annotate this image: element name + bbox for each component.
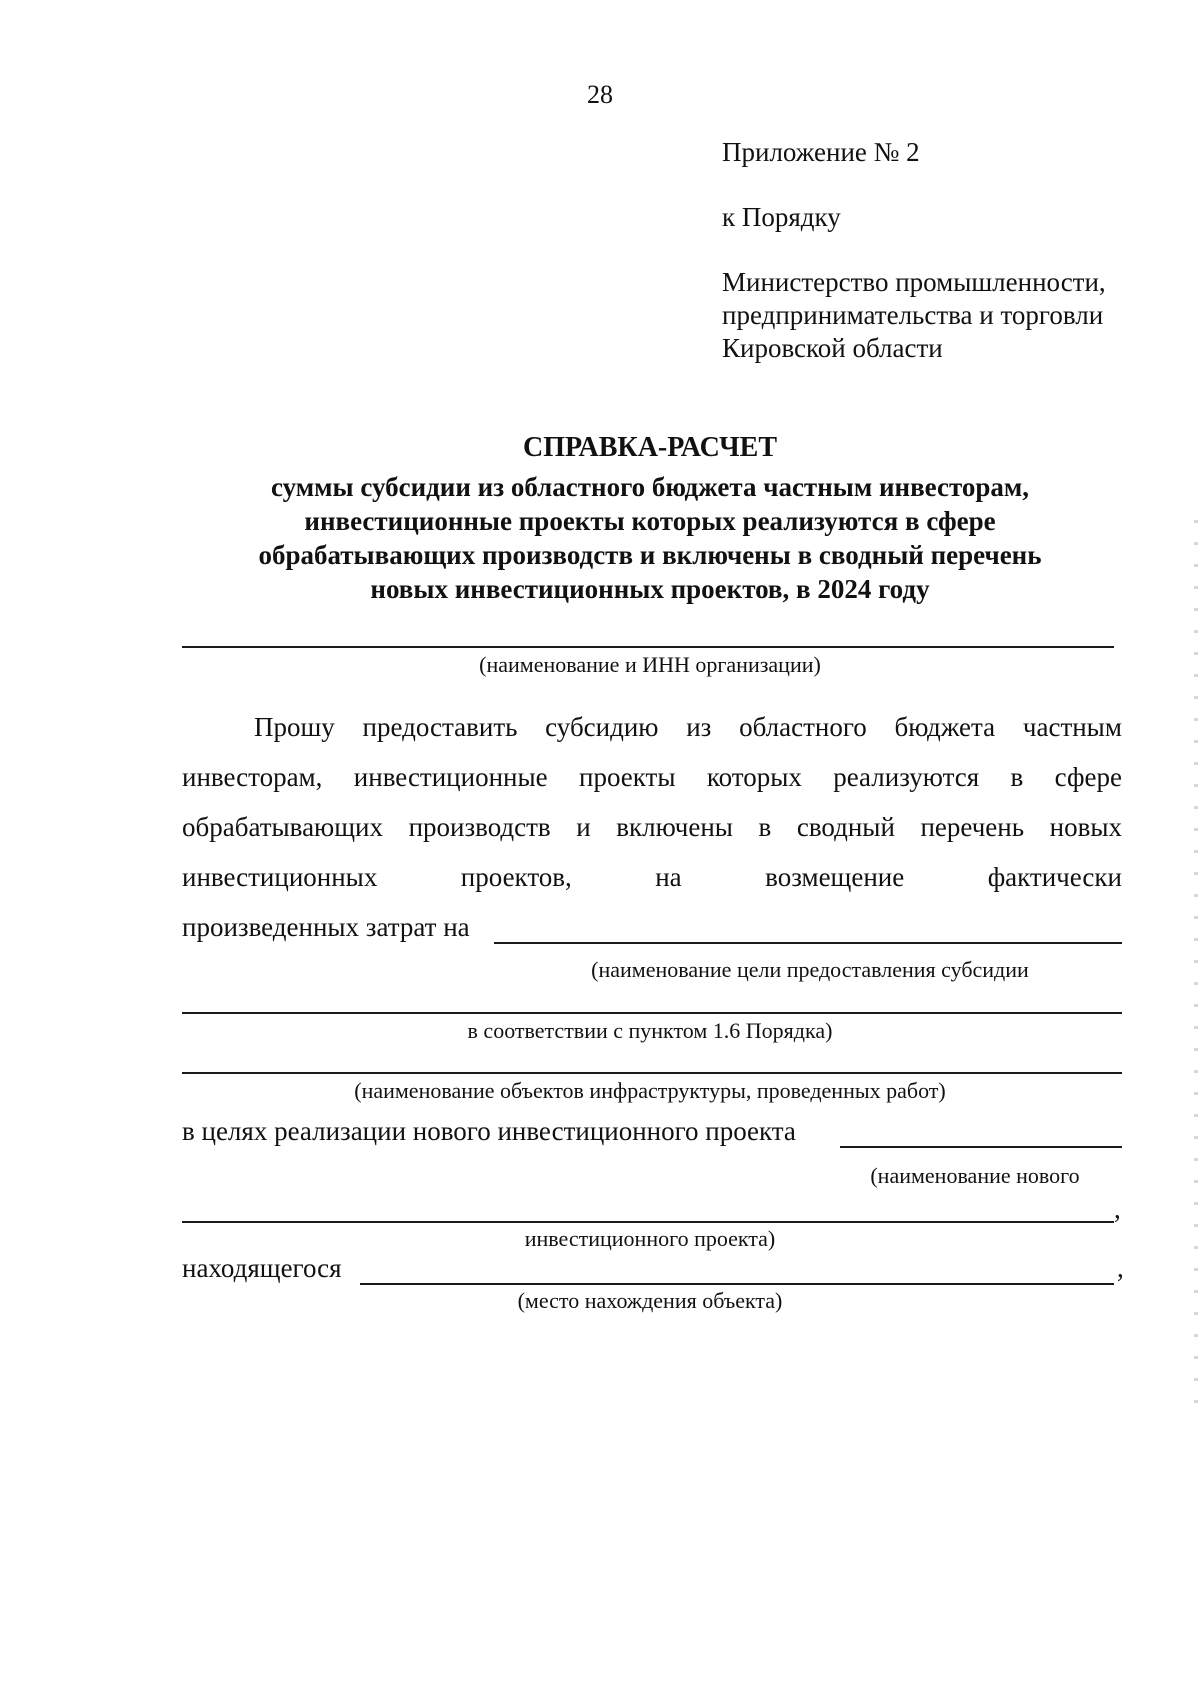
location-field-line[interactable] — [360, 1283, 1114, 1285]
word: и — [576, 812, 591, 842]
word: в — [758, 812, 772, 842]
word: инвестиционных — [182, 862, 378, 892]
subtitle-line-2: инвестиционные проекты которых реализуются в сфере — [304, 506, 996, 536]
word: инвестиционные — [353, 762, 548, 792]
word: которых — [706, 762, 802, 792]
word: обрабатывающих — [182, 812, 383, 842]
word: сфере — [1054, 762, 1122, 792]
objects-caption: (наименование объектов инфраструктуры, проведенных работ) — [354, 1078, 946, 1103]
body-line-4 — [182, 862, 1122, 893]
located-prefix-text: находящегося — [182, 1253, 342, 1283]
purpose-continuation-line[interactable] — [182, 1012, 1122, 1014]
recipient-line-1: Министерство промышленности, — [722, 267, 1106, 297]
word: субсидию — [545, 712, 659, 742]
subtitle-line-4: новых инвестиционных проектов, в 2024 году — [370, 574, 930, 604]
body-line-1 — [254, 712, 1122, 743]
project-name-field-line[interactable] — [840, 1146, 1122, 1148]
purpose-caption-continuation: в соответствии с пунктом 1.6 Порядка) — [467, 1018, 833, 1043]
subtitle-line-3: обрабатывающих производств и включены в сводный перечень — [258, 540, 1042, 570]
word: проекты — [579, 762, 676, 792]
word: Прошу — [254, 712, 335, 742]
project-prefix-text: в целях реализации нового инвестиционного проекта — [182, 1116, 796, 1146]
word: проектов, — [460, 862, 572, 892]
body-line-3 — [182, 812, 1122, 843]
body-line-2 — [182, 762, 1122, 793]
word: новых — [1049, 812, 1122, 842]
project-comma: , — [1114, 1194, 1121, 1224]
word: инвесторам, — [182, 762, 323, 792]
word: из — [686, 712, 712, 742]
word: включены — [616, 812, 733, 842]
scan-edge-marks — [1194, 520, 1198, 1420]
word: предоставить — [362, 712, 518, 742]
word: перечень — [920, 812, 1025, 842]
document-title: СПРАВКА-РАСЧЕТ — [522, 432, 778, 463]
project-name-caption-continuation: инвестиционного проекта) — [524, 1226, 776, 1251]
appendix-reference: к Порядку — [722, 202, 841, 232]
purpose-caption: (наименование цели предоставления субсидии — [591, 957, 1029, 982]
appendix-number: Приложение № 2 — [722, 137, 920, 167]
word: бюджета — [894, 712, 996, 742]
word: производств — [408, 812, 551, 842]
project-name-caption: (наименование нового — [870, 1163, 1080, 1188]
word: фактически — [987, 862, 1122, 892]
objects-field-line[interactable] — [182, 1072, 1122, 1074]
page-number: 28 — [587, 80, 613, 109]
word: областного — [739, 712, 867, 742]
recipient-line-2: предпринимательства и торговли — [722, 300, 1104, 330]
purpose-field-line[interactable] — [494, 942, 1122, 944]
location-caption: (место нахождения объекта) — [517, 1288, 783, 1313]
subtitle-line-1: суммы субсидии из областного бюджета частным инвесторам, — [270, 472, 1030, 502]
word: реализуются — [833, 762, 980, 792]
location-comma: , — [1117, 1253, 1124, 1283]
org-name-field-line[interactable] — [182, 646, 1114, 648]
body-line-5: произведенных затрат на — [182, 912, 470, 942]
recipient-line-3: Кировской области — [722, 333, 943, 363]
word: сводный — [796, 812, 895, 842]
word: на — [655, 862, 682, 892]
word: частным — [1022, 712, 1122, 742]
word: в — [1010, 762, 1024, 792]
project-name-continuation-line[interactable] — [182, 1221, 1114, 1223]
org-name-caption: (наименование и ИНН организации) — [479, 652, 821, 677]
word: возмещение — [765, 862, 905, 892]
